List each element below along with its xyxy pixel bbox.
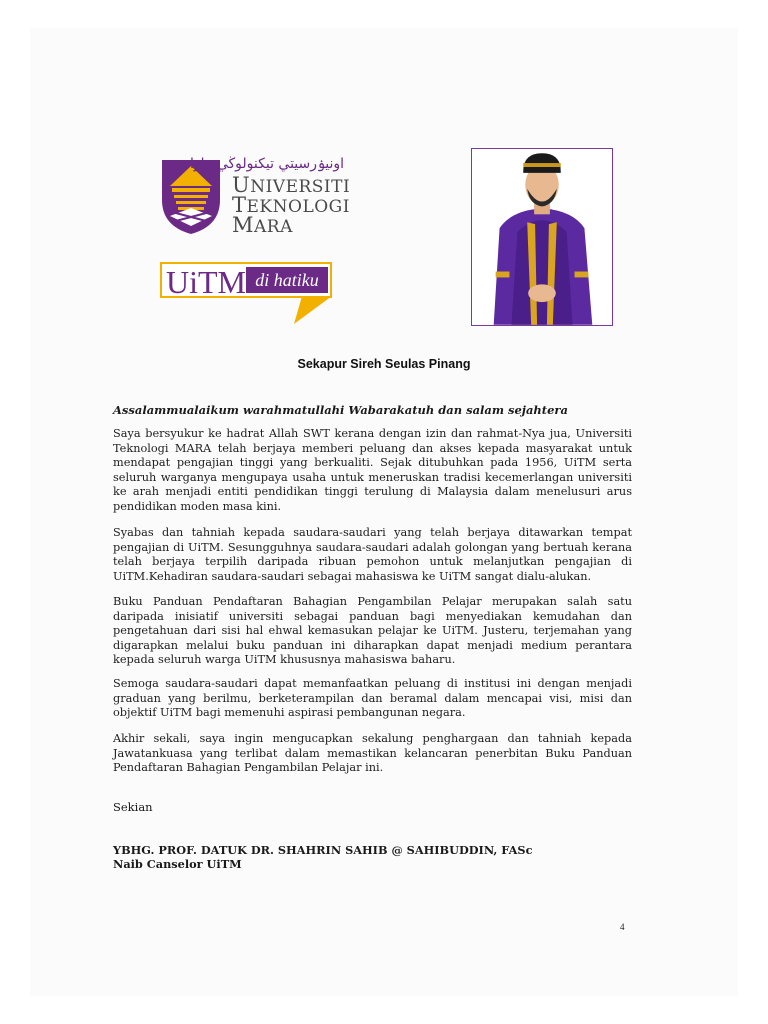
page-title: Sekapur Sireh Seulas Pinang [297, 357, 471, 371]
paragraph-2: Syabas dan tahniah kepada saudara-saudari yang telah berjaya ditawarkan tempat pengajian di UiTM. Sesungguhnya saudara-saudari adalah golongan yang bertuah kerana telah berjaya terpilih daripada ribuan pemohon untuk melanjutkan pengajian di UiTM.Kehadiran saudara-saudari sebagai mahasiswa ke UiTM sangat dialu-alukan. [113, 526, 632, 583]
badge-di-hatiku-text: di hatiku [246, 267, 328, 293]
paragraph-4: Semoga saudara-saudari dapat memanfaatkan peluang di institusi ini dengan menjadi graduan yang berilmu, berketerampilan dan beramal dalam mencapai visi, misi dan objektif UiTM bagi memenuhi aspirasi pembangunan negara. [113, 677, 632, 720]
signatory-name: YBHG. PROF. DATUK DR. SHAHRIN SAHIB @ SAHIBUDDIN, FASc [113, 843, 533, 857]
speech-tail-icon [288, 296, 336, 324]
page-number: 4 [620, 922, 625, 932]
portrait-illustration [472, 149, 612, 325]
paragraph-1: Saya bersyukur ke hadrat Allah SWT kerana dengan izin dan rahmat-Nya jua, Universiti Teknologi MARA telah berjaya memberi peluang dan akses kepada masyarakat untuk mendapat pengajian tinggi yang berkualiti. Sejak ditubuhkan pada 1956, UiTM serta seluruh warganya mengupaya usaha untuk meneruskan tradisi kecemerlangan universiti ke arah menjadi entiti pendidikan tinggi terulung di Malaysia dalam menelusuri arus pendidikan moden masa kini. [113, 427, 632, 513]
closing-text: Sekian [113, 800, 153, 814]
logo-jawi-text: اونيۏرسيتي تيكنولوڬي مارا [189, 156, 344, 172]
signatory-title: Naib Canselor UiTM [113, 857, 242, 871]
badge-uitm-text: UiTM [166, 264, 246, 300]
vice-chancellor-portrait [471, 148, 613, 326]
logo-line-mara: MARA [232, 213, 293, 237]
uitm-di-hatiku-badge [160, 262, 336, 324]
badge-frame [160, 262, 332, 298]
logo-line-universiti: UNIVERSITI [232, 173, 351, 197]
uitm-logo [158, 156, 351, 240]
greeting: Assalammualaikum warahmatullahi Wabarakatuh dan salam sejahtera [113, 403, 568, 417]
paragraph-3: Buku Panduan Pendaftaran Bahagian Pengambilan Pelajar merupakan salah satu daripada inisiatif universiti sebagai panduan bagi menyediakan kemudahan dan pengetahuan dari sisi hal ehwal kemasukan pelajar ke UiTM. Justeru, terjemahan yang digarapkan melalui buku panduan ini diharapkan dapat menjadi medium perantara kepada seluruh warga UiTM khususnya mahasiswa baharu. [113, 595, 632, 667]
paragraph-5: Akhir sekali, saya ingin mengucapkan sekalung penghargaan dan tahniah kepada Jawatankuasa yang terlibat dalam memastikan kelancaran penerbitan Buku Panduan Pendaftaran Bahagian Pengambilan Pelajar ini. [113, 732, 632, 775]
logo-line-teknologi: TEKNOLOGI [232, 193, 350, 217]
